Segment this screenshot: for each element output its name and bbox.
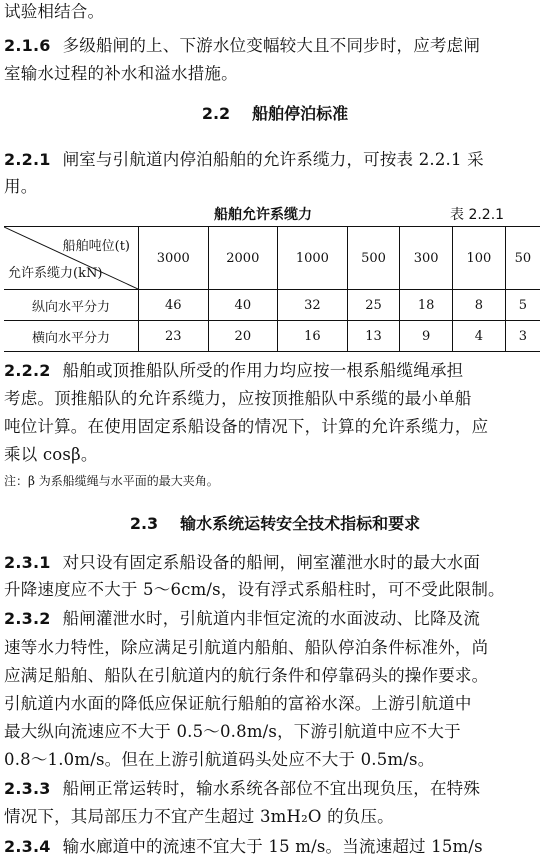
table-label: 表 2.2.1 — [450, 207, 505, 223]
table-cell: 40 — [208, 290, 278, 321]
clause-2-3-3-line-1 — [4, 775, 480, 799]
table-header-cell: 100 — [453, 227, 506, 290]
clause-text: 船闸灌泄水时，引航道内非恒定流的水面波动、比降及流 — [62, 609, 481, 628]
clause-2-3-4-line-1 — [4, 833, 483, 857]
clause-2-1-6-line-2: 室输水过程的补水和溢水措施。 — [4, 64, 238, 83]
clause-text: 对只设有固定系船设备的船闸，闸室灌泄水时的最大水面 — [62, 553, 481, 572]
clause-text: 输水廊道中的流速不宜大于 15 m/s。当流速超过 15m/s — [62, 837, 483, 856]
table-note: 注：β 为系船缆绳与水平面的最大夹角。 — [4, 474, 219, 488]
table-cell: 32 — [278, 290, 348, 321]
clause-2-3-2-line-5: 最大纵向流速应不大于 0.5～0.8m/s，下游引航道中应不大于 — [4, 722, 461, 741]
table-cell: 20 — [208, 321, 278, 352]
clause-number: 2.3.2 — [4, 609, 51, 628]
section-number: 2.2 — [201, 104, 231, 123]
clause-text: 船闸正常运转时，输水系统各部位不宜出现负压，在特殊 — [62, 779, 481, 798]
table-header-cell: 300 — [400, 227, 453, 290]
table-cell: 4 — [453, 321, 506, 352]
row-label: 纵向水平分力 — [4, 290, 139, 321]
section-number: 2.3 — [129, 514, 159, 533]
clause-2-2-2-line-4: 乘以 cosβ。 — [4, 445, 98, 464]
clause-2-2-1-line-2: 用。 — [4, 177, 38, 196]
clause-2-3-2-line-3: 应满足船舶、船队在引航道内的航行条件和停靠码头的操作要求。 — [4, 666, 489, 685]
clause-2-2-2-line-2: 考虑。顶推船队的允许系缆力，应按顶推船队中系缆的最小单船 — [4, 389, 472, 408]
table-cell: 9 — [400, 321, 453, 352]
clause-2-3-2-line-4: 引航道内水面的降低应保证航行船舶的富裕水深。上游引航道中 — [4, 694, 472, 713]
clause-2-3-2-line-6: 0.8～1.0m/s。但在上游引航道码头处应不大于 0.5m/s。 — [4, 750, 435, 769]
section-title: 船舶停泊标准 — [252, 104, 349, 123]
clause-number: 2.2.1 — [4, 150, 51, 169]
table-header-cell: 500 — [347, 227, 400, 290]
clause-2-3-2-line-1 — [4, 605, 480, 629]
clause-2-3-2-line-2: 速等水力特性，除应满足引航道内船舶、船队停泊条件标准外，尚 — [4, 638, 489, 657]
clause-2-3-3-line-2: 情况下，其局部压力不宜产生超过 3mH₂O 的负压。 — [4, 807, 394, 826]
table-cell: 13 — [347, 321, 400, 352]
section-title: 输水系统运转安全技术指标和要求 — [180, 514, 421, 533]
section-heading-2-2 — [0, 101, 550, 124]
clause-2-2-2-line-1 — [4, 357, 463, 381]
table-cell: 8 — [453, 290, 506, 321]
table-header-cell: 50 — [505, 227, 540, 290]
clause-number: 2.3.3 — [4, 779, 51, 798]
table-cell: 23 — [139, 321, 209, 352]
table-cell: 5 — [505, 290, 540, 321]
table-row — [4, 290, 540, 321]
clause-2-2-1-line-1 — [4, 146, 484, 170]
table-cell: 16 — [278, 321, 348, 352]
corner-bottom-label: 允许系缆力(kN) — [8, 266, 103, 281]
clause-text: 闸室与引航道内停泊船舶的允许系缆力，可按表 2.2.1 采 — [62, 150, 484, 169]
table-cell: 46 — [139, 290, 209, 321]
table-corner-cell — [4, 227, 139, 290]
table-caption: 船舶允许系缆力 — [214, 207, 312, 223]
table-cell: 18 — [400, 290, 453, 321]
clause-number: 2.2.2 — [4, 361, 51, 380]
table-header-cell: 2000 — [208, 227, 278, 290]
clause-2-1-6-line-1 — [4, 32, 480, 56]
section-heading-2-3 — [0, 511, 550, 534]
row-label: 横向水平分力 — [4, 321, 139, 352]
mooring-force-table — [4, 226, 540, 352]
table-header-cell: 3000 — [139, 227, 209, 290]
clause-number: 2.3.4 — [4, 837, 51, 856]
table-row — [4, 321, 540, 352]
clause-2-3-1-line-1 — [4, 549, 480, 573]
corner-top-label: 船舶吨位(t) — [62, 239, 130, 254]
table-header-row — [4, 227, 540, 290]
clause-2-2-2-line-3: 吨位计算。在使用固定系船设备的情况下，计算的允许系缆力，应 — [4, 417, 489, 436]
text-line: 试验相结合。 — [4, 2, 105, 21]
clause-number: 2.1.6 — [4, 36, 51, 55]
clause-text: 船舶或顶推船队所受的作用力均应按一根系船缆绳承担 — [62, 361, 464, 380]
clause-text: 多级船闸的上、下游水位变幅较大且不同步时，应考虑闸 — [62, 36, 481, 55]
table-cell: 25 — [347, 290, 400, 321]
clause-2-3-1-line-2: 升降速度应不大于 5～6cm/s，设有浮式系船柱时，可不受此限制。 — [4, 580, 505, 599]
table-cell: 3 — [505, 321, 540, 352]
clause-number: 2.3.1 — [4, 553, 51, 572]
table-header-cell: 1000 — [278, 227, 348, 290]
